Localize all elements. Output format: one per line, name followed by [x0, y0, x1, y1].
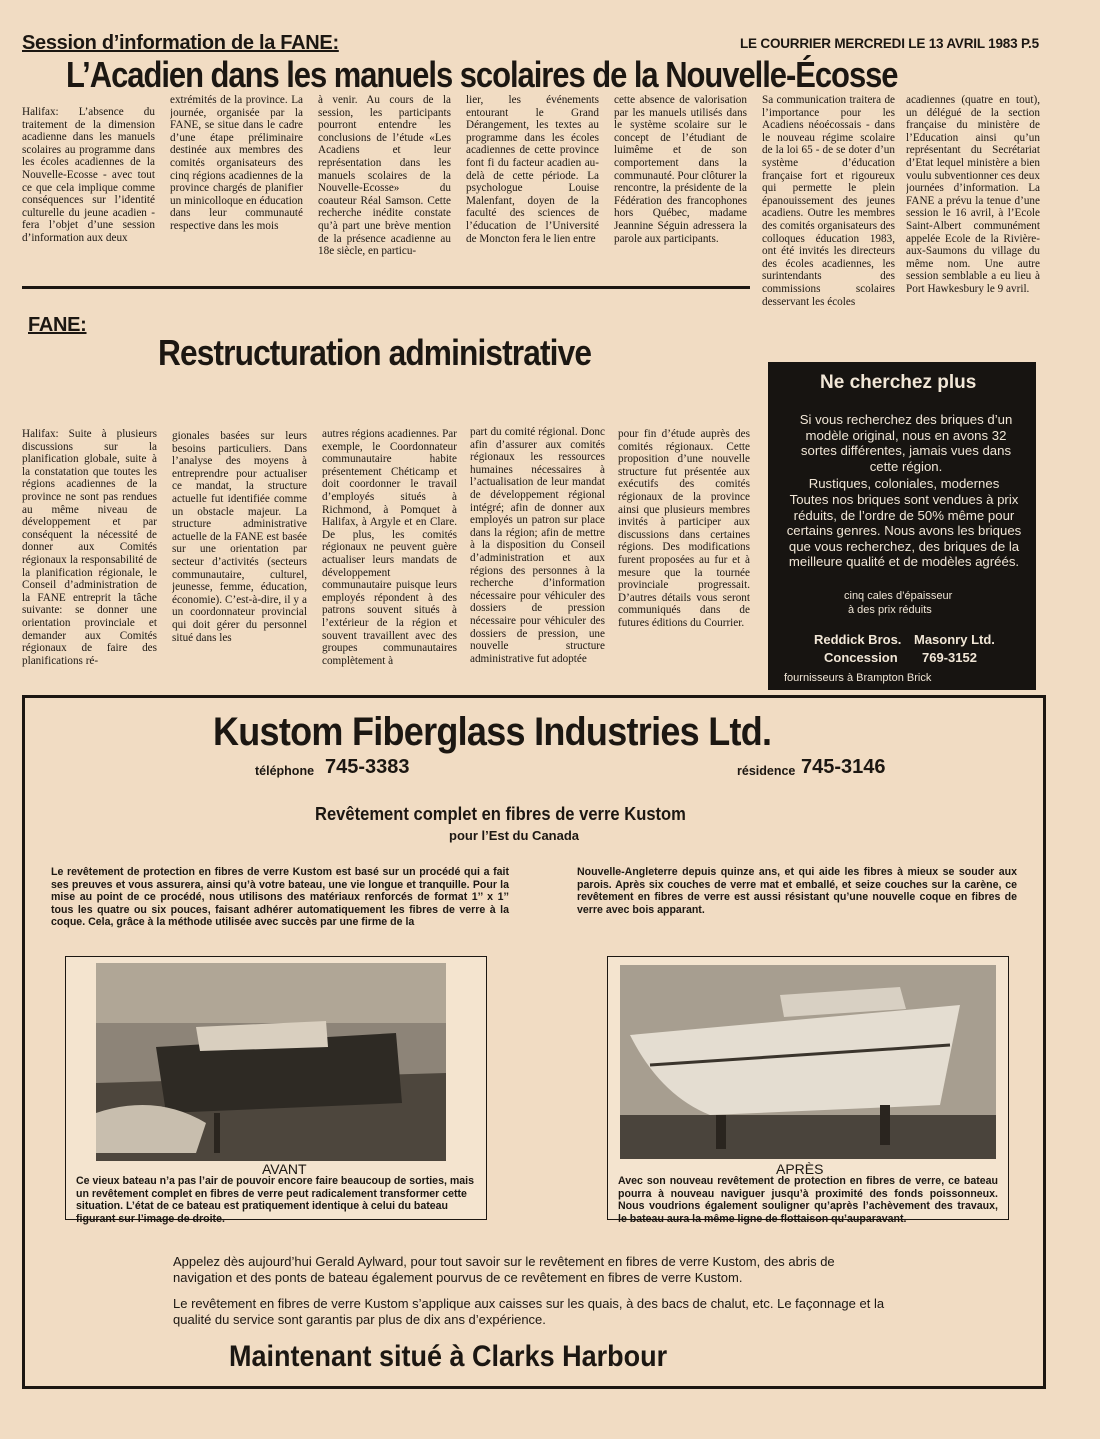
kustom-residence-label: résidence [737, 764, 796, 778]
article1-column-2 [170, 94, 303, 276]
kustom-call-text: Appelez dès aujourd’hui Gerald Aylward, pour tout savoir sur le revêtement en fibres de verre Kustom, des abris de navigation et des ponts de bateau également pourvus de ce revêtement en fibres de verre Kustom. [173, 1254, 835, 1285]
article1-column-6 [762, 94, 895, 346]
paper-dateline: LE COURRIER MERCREDI LE 13 AVRIL 1983 P.5 [740, 36, 1039, 51]
article1-column-7 [906, 94, 1040, 346]
article1-text: acadiennes (quatre en tout), un délégué de la section française du ministère de l’Education ainsi qu’un représentant du Secrétariat d’Etat lequel ministère a bien voulu subventionner ces deux journées d’information. La FANE a prévu la tenue d’une session le 16 avril, à l’Ecole Saint-Albert communément appelée Ecole de la Rivière-aux-Saumons du village du même nom. Une autre session semblable a eu lieu à Port Hawkesbury le 9 avril. [906, 94, 1040, 295]
article2-column-4 [470, 426, 605, 696]
before-caption: Ce vieux bateau n’a pas l’air de pouvoir encore faire beaucoup de sorties, mais un revêtement complet en fibres de verre peut radicalement transformer cette situation. L’état de ce bateau est pratiquement identique à celui du bateau figurant sur l’image de droite. [76, 1175, 474, 1225]
after-panel [607, 956, 1009, 1225]
article1-text: cette absence de valorisation par les manuels utilisés dans le système scolaire sur le concept de l’étudiant de luimême et de son comportement dans la communauté. Pour clôturer la rencontre, la présidente de la Fédération des francophones hors Québec, madame Jeannine Séguin adressera la parole aux participants. [614, 94, 747, 245]
brick-ad [768, 362, 1036, 690]
brick-ad-company-right: Masonry Ltd. [914, 632, 995, 647]
brick-ad-note2: à des prix réduits [848, 604, 932, 616]
kustom-intro-left: Le revêtement de protection en fibres de verre Kustom est basé sur un procédé qui a fait ses preuves et vous assurera, ainsi qu’à votre bateau, une vie longue et tranquille. Pour la mise au point de ce procédé, nous utilisons des matériaux renforcés de format 1’’ x 1’’ tous les quatre ou six pouces, faisant adhérer automatiquement les fibres de verre à la coque. Cela, grâce à la méthode utilisée avec succès par une firme de la [51, 866, 509, 928]
article2-column-1 [22, 428, 157, 696]
after-caption: Avec son nouveau revêtement de protection en fibres de verre, ce bateau pourra à nouveau naviguer jusqu’à proximité des fonds poissonneux. Nous voudrions également souligner qu’après l’achèvement des travaux, le bateau aura la même ligne de flottaison qu’auparavant. [618, 1175, 998, 1225]
article1-text: lier, les événements entourant le Grand Dérangement, les textes au programme dans les écoles acadiennes de cette province font fi du facteur acadien au-delà de cette période. La psychologue Louise Malenfant, doyen de la faculté des sciences de l’éducation de l’Université de Moncton fera le lien entre [466, 94, 599, 245]
article1-column-4 [466, 94, 599, 276]
brick-ad-note1: cinq cales d’épaisseur [844, 590, 953, 602]
after-label: APRÈS [776, 1161, 824, 1177]
boat-restored-illustration [620, 965, 996, 1159]
kustom-phone-label: téléphone [255, 764, 315, 778]
brick-ad-body: Si vous recherchez des briques d’un modèle original, nous en avons 32 sortes différentes, jamais vues dans cette région. [799, 412, 1013, 474]
article1-column-3 [318, 94, 451, 276]
article1-text: Sa communication traitera de l’importance pour les Acadiens néoécossais - dans le nouveau régime scolaire de la loi 65 - de se doter d’un système d’éducation française fort et rigoureux qui permette le plein épanouissement des jeunes acadiens. Outre les membres des comités organisateurs des colloques éducation 1983, ont été invités les directeurs des écoles acadiennes, les surintendants des commissions scolaires desservant les écoles [762, 94, 895, 308]
kustom-intro-right: Nouvelle-Angleterre depuis quinze ans, et qui aide les fibres à mieux se souder aux parois. Après six couches de verre mat et emballé, et seize couches sur la carène, ce revêtement en fibres de verre est aussi résistant qu’une nouvelle coque en fibres de verre avec bois apparant. [577, 866, 1017, 916]
kustom-apply-text: Le revêtement en fibres de verre Kustom s’applique aux caisses sur les quais, à des bacs de chalut, etc. Le façonnage et la qualité du service sont garantis par plus de dix ans d’expérience. [173, 1296, 885, 1327]
brick-ad-company-left: Reddick Bros. [814, 632, 902, 647]
article2-column-3 [322, 428, 457, 696]
brick-ad-supplier: fournisseurs à Brampton Brick [784, 672, 932, 684]
kustom-location: Maintenant situé à Clarks Harbour [229, 1340, 668, 1373]
article2-column-5 [618, 428, 750, 660]
kustom-subtitle2: pour l’Est du Canada [449, 828, 580, 843]
kustom-subtitle: Revêtement complet en fibres de verre Kustom [315, 804, 686, 824]
article2-text: part du comité régional. Donc afin d’assurer aux comités régionaux les ressources humaines nécessaires à l’actualisation de leur mandat de développement régional intégré; afin de donner aux employés un patron sur place dans la région; afin de mettre à la disposition du Conseil d’administration et aux régions des personnes à la recherche d’information nécessaire pour véhiculer des dossiers de pression nécessaire pour véhiculer des dossiers de pression, une nouvelle structure administrative fut adoptée [470, 426, 605, 665]
brick-ad-phone: 769-3152 [922, 650, 977, 665]
before-boat-photo [96, 963, 446, 1161]
brick-ad-body2: Rustiques, coloniales, modernes [808, 476, 1000, 491]
after-boat-photo [620, 965, 996, 1159]
article1-column-5 [614, 94, 747, 276]
article1-text: extrémités de la province. La journée, organisée par la FANE, se situe dans le cadre d’une étape préliminaire destinée aux membres des comités organisateurs des cinq régions acadiennes de la province chargés de planifier un minicolloque en éducation dans leur communauté respective dans les mois [170, 94, 303, 232]
brick-ad-concession: Concession [824, 650, 898, 665]
article2-text: autres régions acadiennes. Par exemple, le Coordonnateur communautaire habite présentement Chéticamp et doit coordonner le travail d’employés situés à Richmond, à Pomquet à Halifax, à Argyle et en Clare. De plus, les comités régionaux ne peuvent guère actualiser leurs mandats de développement communautaire puisque leurs employés répondent à des patrons souvent situés à l’extérieur de la région et souvent travaillent avec des groupes communautaires complètement à [322, 428, 457, 667]
kustom-phone: 745-3383 [325, 756, 410, 778]
article2-text: Halifax: Suite à plusieurs discussions sur la planification globale, suite à la constatation que toutes les régions acadiennes de la province ne sont pas rendues au même niveau de développement et par conséquent la nécessité de donner aux Comités régionaux la responsabilité de la planification régionale, le Conseil d’administration de la FANE entreprit la tâche suivante: se donner une orientation provinciale et demander aux Comités régionaux de faire des planifications ré- [22, 428, 157, 667]
kustom-ad [22, 695, 1046, 1389]
article2-column-2 [172, 430, 307, 696]
article2-kicker: FANE: [28, 314, 87, 336]
section-divider [22, 286, 750, 289]
brick-ad-title: Ne cherchez plus [820, 372, 977, 393]
article1-column-1 [22, 106, 155, 276]
headline: L’Acadien dans les manuels scolaires de la Nouvelle-Écosse [66, 54, 898, 95]
brick-ad-body3: Toutes nos briques sont vendues à prix réduits, de l’ordre de 50% même pour certains genres. Nous avons les briques que vous recherchez, des briques de la meilleure qualité et de modèles agréés. [786, 492, 1022, 569]
before-label: AVANT [262, 1161, 307, 1177]
article1-text: Halifax: L’absence du traitement de la dimension acadienne dans les manuels scolaires au programme dans les écoles acadiennes de la Nouvelle-Ecosse - avec tout ce que cela implique comme conséquences sur l’identité culturelle du jeune acadien - fera l’objet d’une session d’information aux deux [22, 106, 155, 244]
kustom-residence: 745-3146 [801, 756, 886, 778]
article2-text: pour fin d’étude auprès des comités régionaux. Cette proposition d’une nouvelle structure fut présentée aux exécutifs des comités régionaux de la province ainsi que plusieurs membres invités à participer aux discussions dans certaines régions. Des modifications furent proposées au fur et à mesure que la tournée provinciale progressait. D’autres détails vous seront communiqués dans de futures éditions du Courrier. [618, 428, 750, 629]
section-kicker: Session d’information de la FANE: [22, 32, 339, 54]
article1-text: à venir. Au cours de la session, les participants pourront entendre les conclusions de l’étude «Les Acadiens et leur représentation dans les manuels scolaires de la Nouvelle-Ecosse» du coauteur Réal Samson. Cette recherche inédite constate qu’à part une brève mention de la présence acadienne au 18e siècle, en particu- [318, 94, 451, 258]
before-panel [65, 956, 487, 1225]
article2-headline: Restructuration administrative [158, 332, 592, 373]
article2-text: gionales basées sur leurs besoins particuliers. Dans l’analyse des moyens à entreprendre pour actualiser ce mandat, la structure actuelle fut identifiée comme un obstacle majeur. La structure administrative actuelle de la FANE est basée sur une orientation par secteur d’activités (secteurs communautaire, culturel, jeunesse, femme, éducation, économie). C’est-à-dire, il y a un coordonnateur provincial qui doit gérer du personnel situé dans les [172, 430, 307, 644]
kustom-ad-title: Kustom Fiberglass Industries Ltd. [213, 710, 772, 754]
boat-wreck-illustration [96, 963, 446, 1161]
